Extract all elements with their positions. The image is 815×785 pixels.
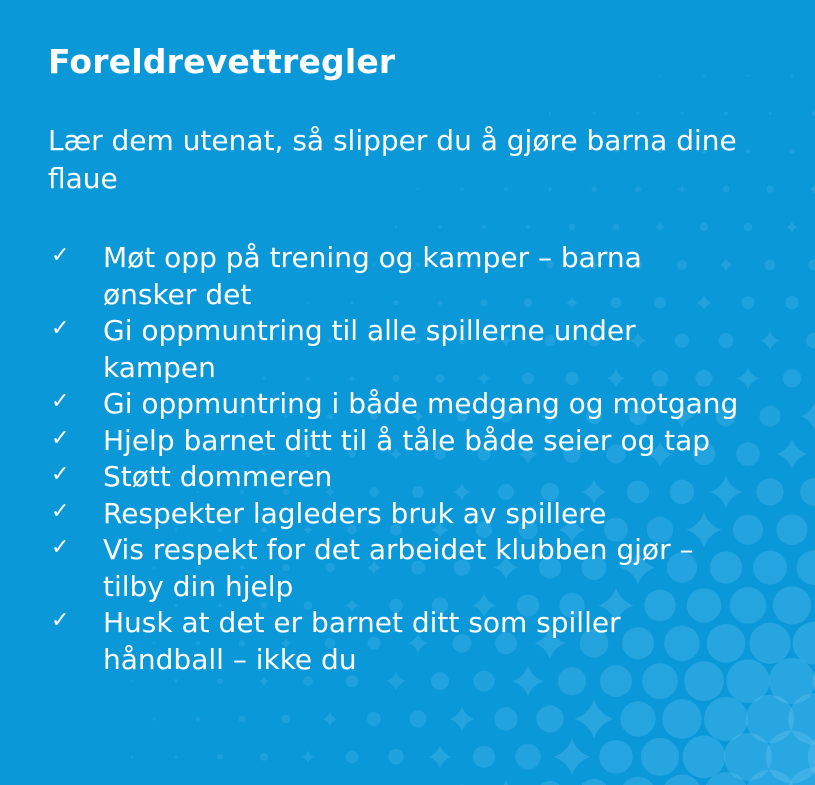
- background-dot: [260, 753, 268, 761]
- background-dot: [578, 779, 609, 785]
- checklist-item-text: Møt opp på trening og kamper – barna ønsker det: [103, 241, 642, 311]
- background-dot: [536, 705, 563, 732]
- background-dot: [800, 478, 815, 506]
- background-dot: [793, 622, 815, 665]
- checklist-item-text: Husk at det er barnet ditt som spiller håndball – ikke du: [103, 606, 621, 676]
- background-sparkle: [130, 679, 133, 682]
- background-dot: [515, 744, 541, 770]
- background-dot: [791, 74, 794, 77]
- check-icon: ✓: [51, 243, 70, 268]
- slide-subtitle: Lær dem utenat, så slipper du å gjøre barna dine flaue: [48, 124, 737, 195]
- background-dot: [410, 711, 427, 728]
- background-dot: [494, 707, 517, 730]
- checklist-item: [48, 532, 743, 605]
- checklist-item: [48, 459, 743, 496]
- background-dot: [789, 149, 795, 155]
- background-dot: [599, 740, 633, 774]
- background-dot: [346, 750, 359, 763]
- background-sparkle: [173, 754, 178, 759]
- background-sparkle: [195, 716, 201, 722]
- background-dot: [620, 777, 656, 785]
- background-dot: [217, 678, 223, 684]
- checklist-item-text: Støtt dommeren: [103, 460, 333, 493]
- background-sparkle: [801, 403, 815, 430]
- check-icon: ✓: [51, 425, 70, 451]
- check-icon: ✓: [51, 608, 70, 633]
- checklist-item: [48, 423, 743, 460]
- background-sparkle: [786, 221, 797, 232]
- checklist-item: [48, 240, 743, 313]
- background-dot: [152, 717, 156, 721]
- background-sparkle: [302, 750, 315, 763]
- background-sparkle: [809, 185, 815, 194]
- background-sparkle: [554, 738, 591, 775]
- background-sparkle: [428, 745, 451, 768]
- checklist-item: [48, 386, 743, 423]
- checklist-item-text: Gi oppmuntring i både medgang og motgang: [103, 387, 739, 420]
- background-dot: [282, 714, 291, 723]
- background-dot: [808, 259, 815, 270]
- slide-title: Foreldrevettregler: [48, 42, 396, 81]
- checklist-item-text: Respekter lagleders bruk av spillere: [103, 496, 607, 530]
- check-icon: ✓: [51, 498, 70, 524]
- background-dot: [683, 735, 726, 778]
- background-dot: [174, 679, 178, 683]
- background-dot: [620, 701, 655, 736]
- background-dot: [388, 749, 404, 765]
- background-dot: [536, 781, 563, 785]
- background-sparkle: [323, 712, 337, 726]
- background-dot: [641, 738, 679, 776]
- checklist-item: [48, 605, 743, 678]
- background-sparkle: [491, 780, 521, 785]
- checklist-item-text: Hjelp barnet ditt til å tåle både seier og tap: [103, 423, 711, 457]
- background-dot: [239, 716, 246, 723]
- background-dot: [217, 754, 223, 760]
- background-sparkle: [450, 706, 475, 731]
- checklist-item-text: Vis respekt for det arbeidet klubben gjør – tilby din hjelp: [103, 533, 694, 603]
- slide-content: [48, 40, 788, 678]
- check-icon: ✓: [51, 389, 70, 414]
- background-dot: [797, 550, 815, 585]
- check-icon: ✓: [51, 316, 70, 341]
- check-icon: ✓: [51, 535, 70, 560]
- background-dot: [473, 746, 495, 768]
- background-sparkle: [575, 700, 614, 739]
- check-icon: ✓: [51, 462, 70, 487]
- background-dot: [367, 712, 381, 726]
- background-dot: [806, 333, 815, 349]
- checklist-item: [48, 313, 743, 386]
- background-dot: [662, 699, 702, 739]
- checklist-item: [48, 496, 743, 533]
- checklist-item-text: Gi oppmuntring til alle spillerne under kampen: [103, 314, 636, 384]
- background-dot: [131, 755, 134, 758]
- rules-checklist: [48, 240, 788, 678]
